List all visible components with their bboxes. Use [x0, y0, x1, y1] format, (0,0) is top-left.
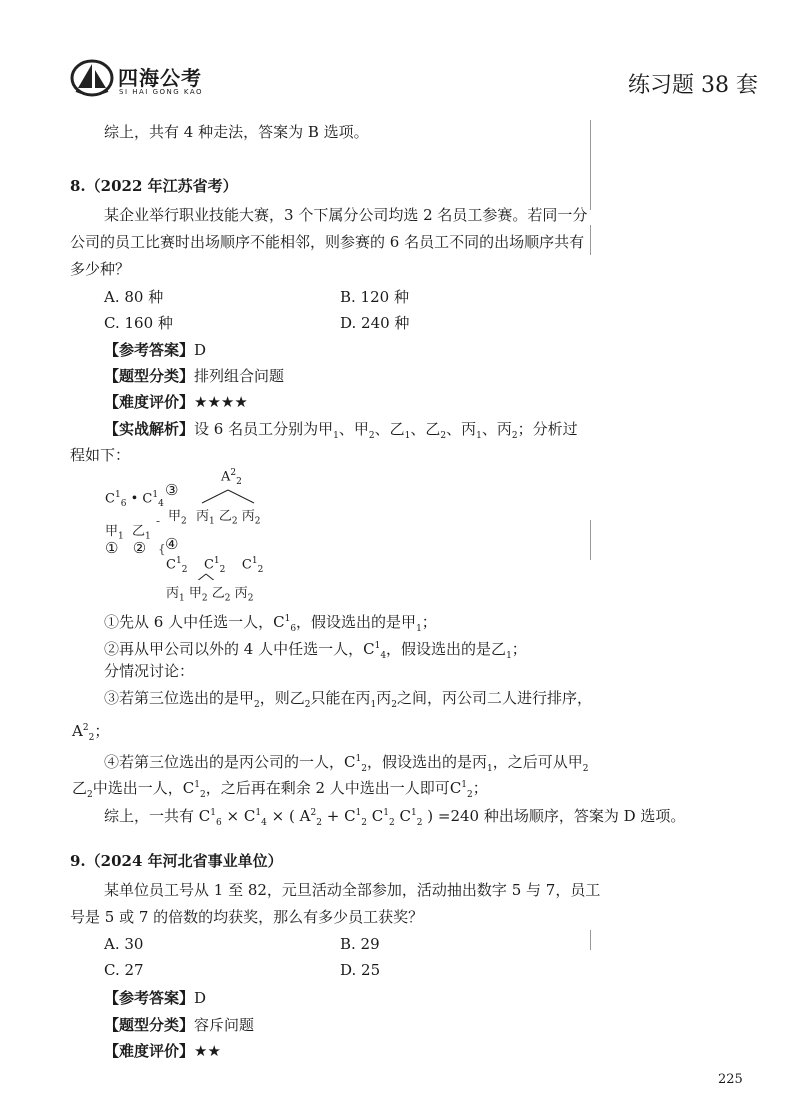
diagram-bottom-row: 丙$_1$ 甲$_2$ 乙$_2$ 丙$_2$: [166, 586, 254, 604]
page-edge-mark: [590, 930, 591, 950]
question-9-heading: 9.（2024 年河北省事业单位）: [70, 852, 283, 870]
combination-symbol: C: [399, 807, 412, 825]
diagram-circle-4: ④: [165, 535, 179, 553]
step-text: 只能在丙: [310, 689, 371, 707]
category-value: 容斥问题: [194, 1016, 255, 1034]
summary-text: ) =240 种出场顺序，答案为 D 选项。: [427, 807, 686, 825]
diagram-jia: 甲: [105, 524, 119, 539]
option-d: D. 25: [340, 961, 381, 979]
question-8-stem-line: 公司的员工比赛时出场顺序不能相邻，则参赛的 6 名员工不同的出场顺序共有: [70, 233, 585, 251]
difficulty-label: 【难度评价】: [104, 393, 195, 411]
category-label: 【题型分类】: [104, 1016, 195, 1034]
svg-text:{: {: [158, 542, 166, 556]
diagram-circles-12: [105, 539, 146, 557]
combination-symbol: C: [363, 640, 375, 658]
combination-symbol: C: [273, 613, 285, 631]
diagram-bing: 丙: [241, 509, 255, 524]
previous-conclusion: 综上，共有 4 种走法，答案为 B 选项。: [104, 123, 369, 141]
step-text: ④若第三位选出的是丙公司的一人，: [104, 753, 345, 771]
diagram-yi: 乙: [218, 509, 232, 524]
diagram-jia2: 甲$_2$: [168, 509, 187, 527]
analysis-text: 、乙: [374, 420, 405, 438]
question-9-stem-line: 某单位员工号从 1 至 82，元旦活动全部参加，活动抽出数字 5 与 7，员工: [104, 881, 601, 899]
combination-symbol: C: [449, 779, 462, 797]
step-text: 之间，丙公司二人进行排序，: [397, 689, 593, 707]
diagram-yi: 乙: [132, 524, 146, 539]
answer-row: [104, 340, 206, 360]
diagram-jia: 甲: [188, 586, 202, 601]
answer-value: D: [194, 341, 207, 359]
summary-text: × (: [271, 807, 295, 825]
step-text: ；: [511, 640, 527, 658]
page-edge-mark: [590, 225, 591, 255]
combination-symbol: C: [344, 807, 356, 825]
step-text: ；: [94, 722, 110, 740]
combination-symbol: C: [371, 807, 384, 825]
diagram-c: C: [241, 557, 252, 573]
analysis-text: 设 6 名员工分别为甲: [194, 420, 334, 438]
diagram-jia: 甲: [168, 509, 182, 524]
diagram-circle-2: ②: [132, 539, 147, 557]
step-text: ，假设选出的是丙: [366, 753, 487, 771]
step-text: 丙: [376, 689, 392, 707]
logo-sail-icon: [70, 58, 114, 98]
page-edge-mark: [590, 520, 591, 560]
summary-text: +: [326, 807, 340, 825]
step-text: ，则乙: [259, 689, 305, 707]
analysis-text: 、丙: [481, 420, 512, 438]
permutation-symbol: A: [72, 722, 83, 740]
diagram-yi: 乙: [211, 586, 225, 601]
analysis-row: 【实战解析】设 6 名员工分别为甲$_1$、甲$_2$、乙$_1$、乙$_2$、丙$_1$、丙$_2$；分析过: [104, 420, 578, 441]
combination-symbol: C: [344, 753, 356, 771]
step-text: ，假设选出的是甲: [296, 613, 417, 631]
answer-label: 【参考答案】: [104, 989, 195, 1007]
diagram-a22: $A^2_2$: [221, 468, 242, 487]
question-8-heading: 8.（2022 年江苏省考）: [70, 177, 238, 195]
step-text: 中选出一人，: [92, 779, 183, 797]
category-row: [104, 366, 284, 386]
diagram-circle-3: ③: [165, 481, 179, 499]
step-3-end: $A^2_2$；: [72, 722, 110, 743]
category-value: 排列组合问题: [194, 367, 285, 385]
step-text: ；: [421, 613, 437, 631]
diagram-c: C: [166, 557, 176, 573]
diagram-c: C: [142, 491, 153, 507]
option-b: B. 120 种: [340, 288, 409, 306]
analysis-line: 程如下：: [70, 446, 131, 464]
difficulty-row: [104, 1041, 221, 1061]
logo-name: 四海公考: [118, 66, 202, 90]
diagram-bing1-yi2-bing2: 丙$_1$ 乙$_2$ 丙$_2$: [196, 509, 261, 527]
option-d: D. 240 种: [340, 314, 410, 332]
logo-subtitle: SI HAI GONG KAO: [119, 88, 204, 96]
header-title: 练习题 38 套: [628, 73, 758, 98]
combination-symbol: C: [243, 807, 256, 825]
step-text: ，之后可从甲: [492, 753, 583, 771]
step-text: ②再从甲公司以外的 4 人中任选一人，: [104, 640, 364, 658]
diagram-circle-1: ①: [105, 539, 119, 557]
question-9-stem-line: 号是 5 或 7 的倍数的均获奖，那么有多少员工获奖？: [70, 908, 424, 926]
category-row: [104, 1015, 254, 1035]
difficulty-label: 【难度评价】: [104, 1042, 195, 1060]
difficulty-row: [104, 392, 248, 412]
diagram-bing: 丙: [166, 586, 180, 601]
step-4-line2: 乙$_2$中选出一人，$C^1_2$，之后再在剩余 2 人中选出一人即可$C^1_2$；: [72, 779, 488, 800]
page-edge-mark: [590, 120, 591, 210]
answer-row: [104, 988, 206, 1008]
diagram-jia1-yi1: 甲$_1$ 乙$_1$: [105, 524, 151, 542]
difficulty-stars: ★★★★: [194, 393, 248, 411]
step-1: ①先从 6 人中任选一人，$C^1_6$，假设选出的是甲$_1$；: [104, 613, 437, 634]
diagram-dot: •: [130, 491, 139, 507]
diagram-c21-row: $C^1_2$ $C^1_2$ $C^1_2$: [166, 556, 264, 575]
diagram-bing: 丙: [234, 586, 248, 601]
analysis-text: 、甲: [338, 420, 369, 438]
option-c: C. 160 种: [104, 314, 173, 332]
step-text: 乙: [72, 779, 88, 797]
diagram-c6-c4: $C^1_6$ • $C^1_4$: [105, 490, 164, 509]
question-8-stem-line: 多少种？: [70, 260, 131, 278]
combination-symbol: C: [182, 779, 195, 797]
summary: 综上，一共有 $C^1_6 \times C^1_4$ × ( $A^2_2 + C^1_2$ $C^1_2$ $C^1_2$ ) =240 种出场顺序，答案为 D 选项。: [104, 807, 686, 828]
step-3: ③若第三位选出的是甲$_2$，则乙$_2$只能在丙$_1$丙$_2$之间，丙公司二人进行排序，: [104, 689, 593, 710]
answer-label: 【参考答案】: [104, 341, 195, 359]
option-a: A. 80 种: [104, 288, 164, 306]
svg-text:-: -: [156, 514, 161, 528]
question-8-stem-line: 某企业举行职业技能大赛，3 个下属分公司均选 2 名员工参赛。若同一分: [104, 206, 588, 224]
permutation-symbol: A: [299, 807, 311, 825]
diagram-c: C: [203, 557, 214, 573]
summary-text: ×: [226, 807, 240, 825]
diagram-c: C: [105, 491, 115, 507]
step-text: ，之后再在剩余 2 人中选出一人即可: [205, 779, 450, 797]
analysis-text: 、乙: [410, 420, 441, 438]
step-4: ④若第三位选出的是丙公司的一人，$C^1_2$，假设选出的是丙$_1$，之后可从甲$_2$: [104, 753, 589, 774]
discuss-cases: 分情况讨论：: [104, 662, 195, 680]
analysis-label: 【实战解析】: [104, 420, 195, 438]
step-text: ，假设选出的是乙: [386, 640, 507, 658]
answer-value: D: [194, 989, 207, 1007]
analysis-text: ；分析过: [517, 420, 578, 438]
diagram-a: A: [221, 469, 231, 485]
step-text: ③若第三位选出的是甲: [104, 689, 255, 707]
step-text: ；: [472, 779, 488, 797]
option-c: C. 27: [104, 961, 144, 979]
diagram-bing: 丙: [196, 509, 210, 524]
step-2: ②再从甲公司以外的 4 人中任选一人，$C^1_4$，假设选出的是乙$_1$；: [104, 640, 527, 661]
option-a: A. 30: [104, 935, 144, 953]
category-label: 【题型分类】: [104, 367, 195, 385]
step-text: ①先从 6 人中任选一人，: [104, 613, 274, 631]
option-b: B. 29: [340, 935, 380, 953]
page-number: 225: [718, 1072, 743, 1087]
combination-symbol: C: [198, 807, 211, 825]
difficulty-stars: ★★: [194, 1042, 221, 1060]
analysis-text: 、丙: [446, 420, 477, 438]
summary-text: 综上，一共有: [104, 807, 195, 825]
